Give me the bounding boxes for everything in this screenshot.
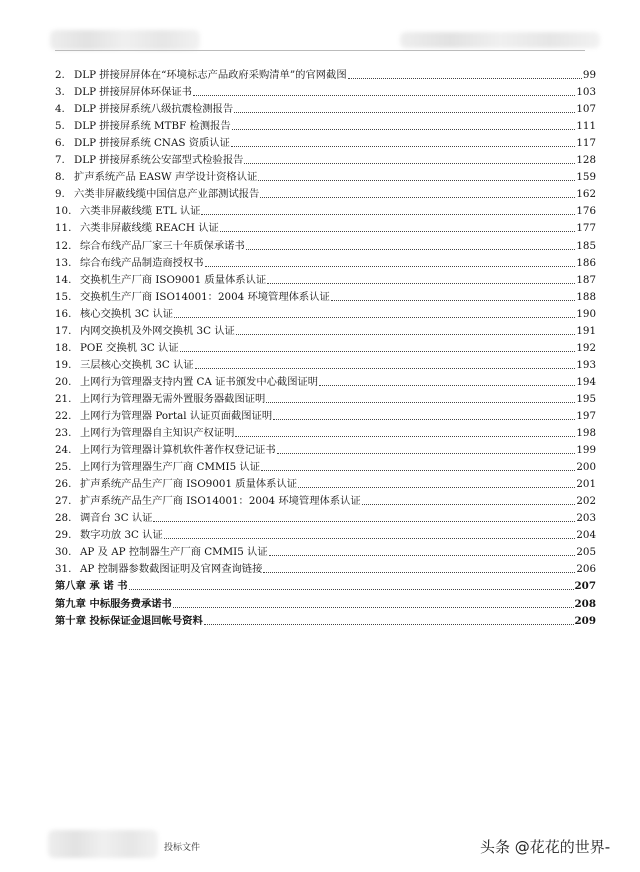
entry-title: 调音台 3C 认证 [80,512,153,525]
entry-page: 107 [576,103,596,116]
header-divider [55,50,585,51]
dot-leader [261,470,575,471]
entry-number: 9. [55,188,65,201]
entry-title: AP 控制器参数截图证明及官网查询链接 [80,563,263,576]
dot-leader [220,231,576,232]
entry-number: 20. [55,375,72,388]
entry-number: 21. [55,392,72,405]
dot-leader [180,351,576,352]
dot-leader [235,436,575,437]
toc-entry[interactable] [55,510,596,527]
footer-label: 投标文件 [164,843,201,853]
entry-title: POE 交换机 3C 认证 [80,341,179,354]
dot-leader [269,555,576,556]
entry-page: 186 [576,256,596,269]
entry-number: 27. [55,495,72,508]
entry-number: 31. [55,563,72,576]
toc-entry[interactable] [55,357,596,374]
entry-page: 103 [576,86,596,99]
dot-leader [232,129,576,130]
chapter-page: 209 [574,614,596,627]
entry-number: 11. [55,222,72,235]
toc-entry[interactable] [55,391,596,408]
dot-leader [263,572,575,573]
entry-page: 198 [576,427,596,440]
entry-title: DLP 拼接屏系统八级抗震检测报告 [74,103,234,116]
dot-leader [205,266,576,267]
entry-number: 3. [55,86,65,99]
entry-page: 191 [576,324,596,337]
dot-leader [234,112,575,113]
entry-number: 17. [55,324,72,337]
blurred-header-left [50,30,200,50]
entry-title: DLP 拼接屏屏体环保证书 [74,86,192,99]
toc-entry[interactable] [55,408,596,425]
dot-leader [277,453,576,454]
entry-title: 上网行为管理器 Portal 认证页面截图证明 [80,409,273,422]
entry-page: 197 [576,409,596,422]
dot-leader [246,249,576,250]
dot-leader [266,402,575,403]
entry-title: DLP 拼接屏系统 MTBF 检测报告 [74,120,231,133]
dot-leader [267,283,575,284]
toc-chapter[interactable] [55,578,596,595]
entry-title: 核心交换机 3C 认证 [80,307,174,320]
toc-entry[interactable] [55,84,596,101]
entry-title: 扩声系统产品生产厂商 ISO9001 质量体系认证 [80,478,298,491]
entry-number: 16. [55,307,72,320]
entry-page: 201 [576,478,596,491]
entry-title: 综合布线产品制造商授权书 [80,256,204,269]
toc-entry[interactable] [55,237,596,254]
entry-number: 13. [55,256,72,269]
blurred-header-right [400,32,600,48]
toc-entry[interactable] [55,476,596,493]
toc-entry[interactable] [55,306,596,323]
entry-number: 2. [55,69,65,82]
toc-entry[interactable] [55,203,596,220]
entry-number: 22. [55,409,72,422]
entry-title: DLP 拼接屏系统 CNAS 资质认证 [74,137,230,150]
entry-page: 187 [576,273,596,286]
entry-number: 14. [55,273,72,286]
dot-leader [244,163,575,164]
chapter-title: 第八章 承 诺 书 [55,580,128,593]
blurred-footer-logo [48,830,158,858]
entry-page: 194 [576,375,596,388]
entry-title: 六类非屏蔽线缆 REACH 认证 [80,222,219,235]
entry-number: 24. [55,444,72,457]
table-of-contents [55,67,596,630]
entry-page: 205 [576,546,596,559]
dot-leader [260,197,575,198]
dot-leader [298,487,575,488]
entry-page: 185 [576,239,596,252]
entry-title: 综合布线产品厂家三十年质保承诺书 [80,239,245,252]
dot-leader [164,538,576,539]
dot-leader [193,95,575,96]
toc-entry[interactable] [55,493,596,510]
toc-entry[interactable] [55,544,596,561]
entry-title: 六类非屏蔽线缆中国信息产业部测试报告 [74,188,260,201]
toc-chapter[interactable] [55,595,596,612]
entry-number: 19. [55,358,72,371]
dot-leader [173,607,574,608]
entry-page: 206 [576,563,596,576]
toc-entry[interactable] [55,323,596,340]
entry-page: 190 [576,307,596,320]
entry-title: 上网行为管理器自主知识产权证明 [80,427,235,440]
entry-title: 上网行为管理器计算机软件著作权登记证书 [80,444,276,457]
toc-entry[interactable] [55,101,596,118]
entry-title: 数字功放 3C 认证 [80,529,163,542]
dot-leader [204,624,574,625]
toc-entry[interactable] [55,186,596,203]
entry-number: 5. [55,120,65,133]
toc-entry[interactable] [55,289,596,306]
dot-leader [319,385,575,386]
chapter-title: 第九章 中标服务费承诺书 [55,597,172,610]
entry-page: 193 [576,358,596,371]
entry-title: 交换机生产厂商 ISO14001：2004 环境管理体系认证 [80,290,330,303]
entry-page: 192 [576,341,596,354]
entry-title: 扩声系统产品生产厂商 ISO14001：2004 环境管理体系认证 [80,495,361,508]
chapter-page: 208 [574,597,596,610]
chapter-title: 第十章 投标保证金退回帐号资料 [55,614,203,627]
entry-number: 23. [55,427,72,440]
toc-entry[interactable] [55,425,596,442]
entry-page: 203 [576,512,596,525]
entry-title: 六类非屏蔽线缆 ETL 认证 [80,205,201,218]
dot-leader [273,419,575,420]
dot-leader [195,368,576,369]
entry-title: 扩声系统产品 EASW 声学设计资格认证 [74,171,258,184]
entry-page: 128 [576,154,596,167]
toc-entry[interactable] [55,135,596,152]
toc-entry[interactable] [55,118,596,135]
entry-number: 8. [55,171,65,184]
toc-entry[interactable] [55,220,596,237]
entry-number: 12. [55,239,72,252]
entry-title: 上网行为管理器支持内置 CA 证书颁发中心截图证明 [80,375,319,388]
dot-leader [348,78,582,79]
entry-title: DLP 拼接屏系统公安部型式检验报告 [74,154,244,167]
entry-number: 6. [55,137,65,150]
entry-number: 15. [55,290,72,303]
dot-leader [362,504,576,505]
toc-entry[interactable] [55,527,596,544]
dot-leader [174,317,575,318]
watermark: 头条 @花花的世界- [480,838,611,856]
dot-leader [153,521,575,522]
entry-title: 交换机生产厂商 ISO9001 质量体系认证 [80,273,267,286]
dot-leader [231,146,575,147]
toc-entry[interactable] [55,459,596,476]
entry-page: 200 [576,461,596,474]
entry-page: 162 [576,188,596,201]
entry-page: 176 [576,205,596,218]
toc-entry[interactable] [55,442,596,459]
entry-number: 18. [55,341,72,354]
toc-entry[interactable] [55,255,596,272]
toc-chapter[interactable] [55,613,596,630]
dot-leader [129,589,574,590]
toc-entry[interactable] [55,561,596,578]
entry-number: 26. [55,478,72,491]
dot-leader [258,180,575,181]
toc-entry[interactable] [55,272,596,289]
entry-title: 上网行为管理器无需外置服务器截图证明 [80,392,266,405]
entry-page: 177 [576,222,596,235]
toc-entry[interactable] [55,152,596,169]
toc-entry[interactable] [55,169,596,186]
entry-title: 上网行为管理器生产厂商 CMMI5 认证 [80,461,260,474]
entry-page: 159 [576,171,596,184]
entry-page: 188 [576,290,596,303]
dot-leader [331,300,576,301]
entry-page: 202 [576,495,596,508]
dot-leader [201,214,575,215]
entry-number: 10. [55,205,72,218]
toc-entry[interactable] [55,374,596,391]
entry-number: 25. [55,461,72,474]
dot-leader [236,334,576,335]
entry-page: 99 [582,69,596,82]
entry-title: 内网交换机及外网交换机 3C 认证 [80,324,235,337]
toc-entry[interactable] [55,340,596,357]
entry-title: DLP 拼接屏屏体在“环境标志产品政府采购清单”的官网截图 [74,69,347,82]
entry-number: 7. [55,154,65,167]
entry-number: 29. [55,529,72,542]
entry-title: 三层核心交换机 3C 认证 [80,358,194,371]
entry-page: 117 [576,137,596,150]
entry-page: 195 [576,392,596,405]
entry-page: 204 [576,529,596,542]
entry-number: 30. [55,546,72,559]
toc-entry[interactable] [55,67,596,84]
entry-page: 199 [576,444,596,457]
entry-title: AP 及 AP 控制器生产厂商 CMMI5 认证 [80,546,268,559]
entry-number: 4. [55,103,65,116]
entry-number: 28. [55,512,72,525]
chapter-page: 207 [574,580,596,593]
entry-page: 111 [576,120,596,133]
